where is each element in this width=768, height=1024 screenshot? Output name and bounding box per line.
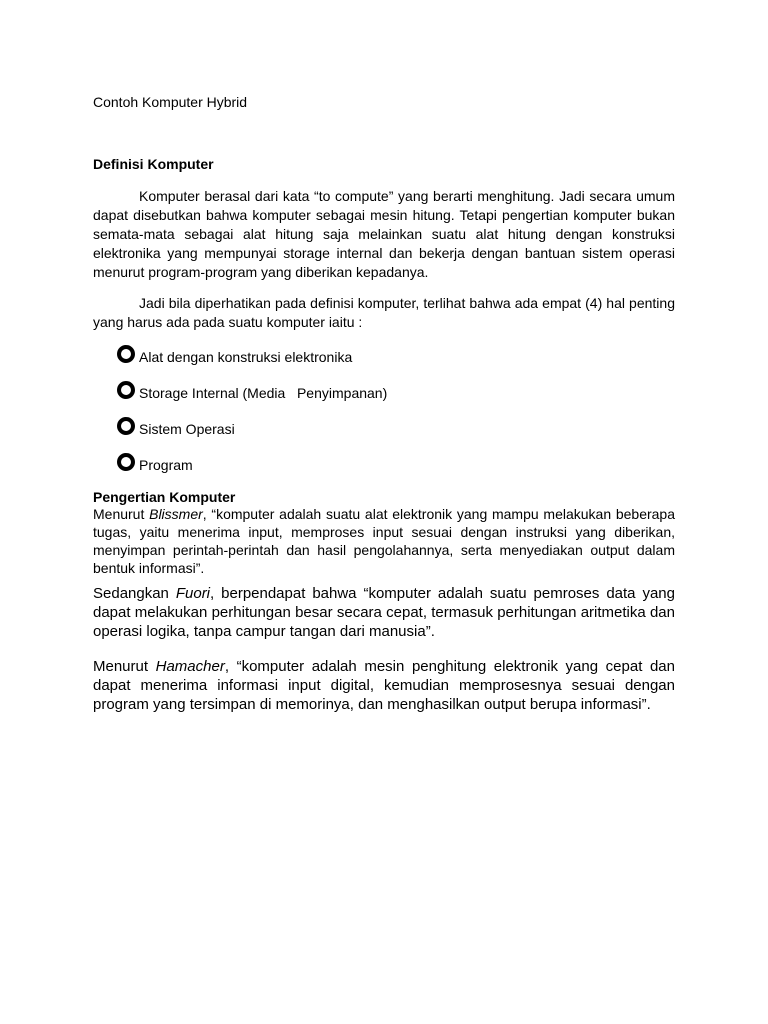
paragraph-definisi-2: Jadi bila diperhatikan pada definisi komputer, terlihat bahwa ada empat (4) hal penting yang harus ada pada suatu komputer iaitu : <box>93 295 675 330</box>
paragraph-prefix: Sedangkan <box>93 585 176 602</box>
circle-bullet-icon <box>117 381 135 399</box>
list-item <box>117 380 387 416</box>
section-heading-definisi: Definisi Komputer <box>93 156 214 172</box>
paragraph-definisi-1: Komputer berasal dari kata “to compute” yang berarti menghitung. Jadi secara umum dapat disebutkan bahwa komputer sebagai mesin hitung. Tetapi pengertian komputer bukan semata-mata sebagai alat hitung saja melainkan suatu alat hitung dengan konstruksi elektronika yang mempunyai storage internal dan bekerja dengan bantuan sistem operasi menurut program-program yang diberikan kepadanya. <box>93 188 675 280</box>
paragraph-hamacher <box>93 657 675 714</box>
list-item-label: Sistem Operasi <box>139 421 235 437</box>
circle-bullet-icon <box>117 453 135 471</box>
circle-bullet-icon <box>117 417 135 435</box>
list-item-label: Program <box>139 457 193 473</box>
paragraph-fuori <box>93 584 675 641</box>
paragraph-body: , “komputer adalah mesin penghitung elektronik yang cepat dan dapat menerima informasi input digital, kemudian memprosesnya sesuai dengan program yang tersimpan di memorinya, dan menghasilkan output berupa informasi”. <box>93 658 675 713</box>
paragraph-blissmer <box>93 505 675 577</box>
section-heading-pengertian: Pengertian Komputer <box>93 489 236 505</box>
paragraph-prefix: Menurut <box>93 506 150 522</box>
paragraph-body: , “komputer adalah suatu alat elektronik yang mampu melakukan beberapa tugas, yaitu menerima input, memproses input sesuai dengan instruksi yang diberikan, menyimpan perintah-perintah dan hasil pengolahannya, serta menyediakan output dalam bentuk informasi”. <box>93 506 676 576</box>
list-item <box>117 416 387 452</box>
list-item <box>117 344 387 380</box>
paragraph-body: , berpendapat bahwa “komputer adalah suatu pemroses data yang dapat melakukan perhitungan besar secara cepat, termasuk perhitungan aritmetika dan operasi logika, tanpa campur tangan dari manusia”. <box>93 585 675 640</box>
document-title: Contoh Komputer Hybrid <box>93 94 248 110</box>
list-item <box>117 452 387 488</box>
author-name: Hamacher <box>155 658 225 675</box>
list-item-label: Alat dengan konstruksi elektronika <box>139 349 353 365</box>
circle-bullet-icon <box>117 345 135 363</box>
list-item-label: Storage Internal (Media Penyimpanan) <box>139 385 388 401</box>
bullet-list <box>117 344 387 488</box>
author-name: Blissmer <box>149 506 203 522</box>
paragraph-prefix: Menurut <box>93 658 156 675</box>
author-name: Fuori <box>175 585 211 602</box>
